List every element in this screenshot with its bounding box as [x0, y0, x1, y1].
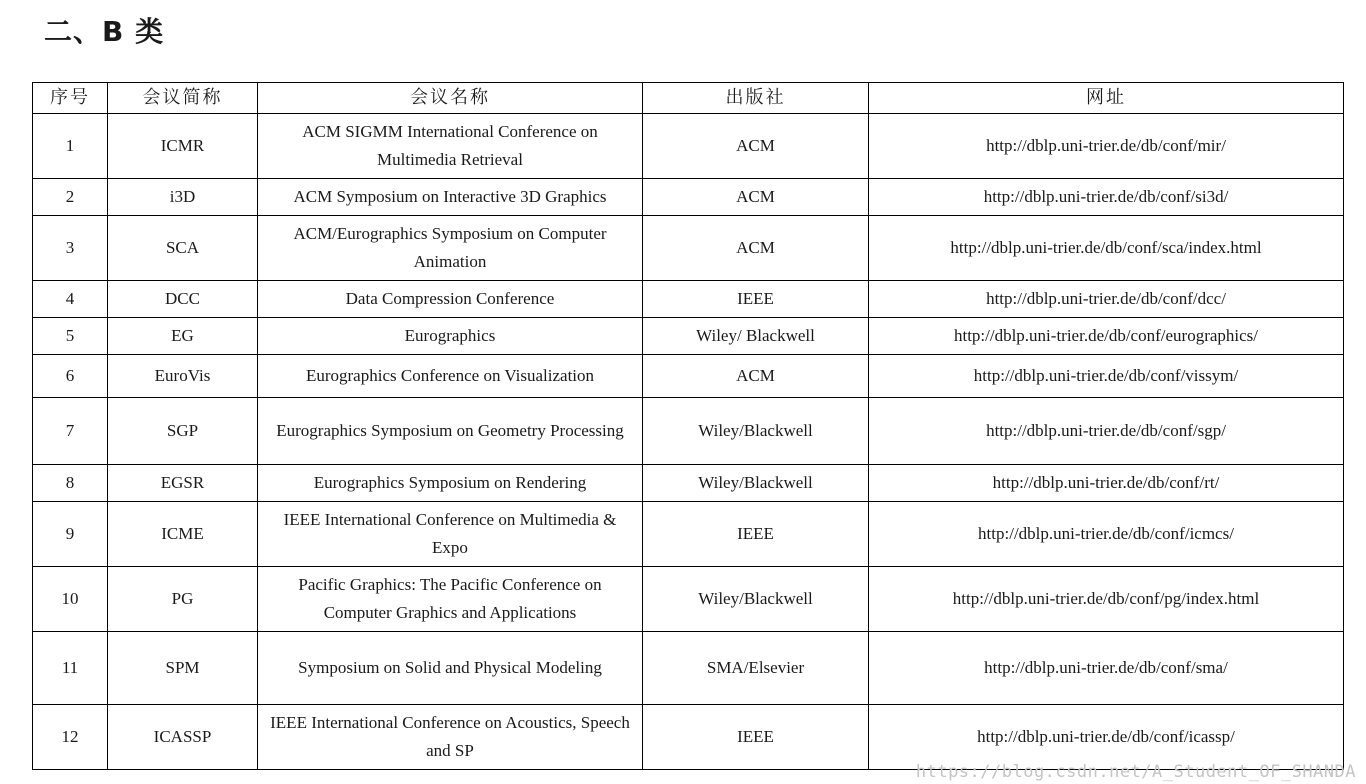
cell-conference-name: ACM/Eurographics Symposium on Computer Animation — [258, 216, 643, 281]
cell-conference-name: Eurographics Symposium on Geometry Processing — [258, 398, 643, 465]
cell-publisher: Wiley/Blackwell — [643, 567, 869, 632]
cell-abbreviation: PG — [108, 567, 258, 632]
cell-url: http://dblp.uni-trier.de/db/conf/mir/ — [869, 114, 1344, 179]
cell-abbreviation: EG — [108, 318, 258, 355]
cell-abbreviation: EGSR — [108, 465, 258, 502]
cell-number: 10 — [33, 567, 108, 632]
cell-number: 5 — [33, 318, 108, 355]
table-row — [33, 465, 1344, 502]
table-row — [33, 705, 1344, 770]
cell-conference-name: Pacific Graphics: The Pacific Conference on Computer Graphics and Applications — [258, 567, 643, 632]
cell-publisher: ACM — [643, 114, 869, 179]
cell-abbreviation: SCA — [108, 216, 258, 281]
cell-url: http://dblp.uni-trier.de/db/conf/si3d/ — [869, 179, 1344, 216]
cell-number: 9 — [33, 502, 108, 567]
cell-abbreviation: SPM — [108, 632, 258, 705]
cell-publisher: ACM — [643, 216, 869, 281]
cell-url: http://dblp.uni-trier.de/db/conf/icmcs/ — [869, 502, 1344, 567]
cell-publisher: ACM — [643, 355, 869, 398]
table-row — [33, 114, 1344, 179]
table-row — [33, 632, 1344, 705]
cell-number: 3 — [33, 216, 108, 281]
cell-conference-name: Eurographics Symposium on Rendering — [258, 465, 643, 502]
cell-abbreviation: EuroVis — [108, 355, 258, 398]
section-heading: 二、B 类 — [44, 15, 165, 48]
table-row — [33, 355, 1344, 398]
cell-url: http://dblp.uni-trier.de/db/conf/vissym/ — [869, 355, 1344, 398]
cell-url: http://dblp.uni-trier.de/db/conf/eurographics/ — [869, 318, 1344, 355]
cell-publisher: Wiley/Blackwell — [643, 465, 869, 502]
cell-url: http://dblp.uni-trier.de/db/conf/dcc/ — [869, 281, 1344, 318]
cell-publisher: ACM — [643, 179, 869, 216]
cell-abbreviation: DCC — [108, 281, 258, 318]
table-row — [33, 179, 1344, 216]
conference-table — [32, 82, 1344, 770]
cell-conference-name: Data Compression Conference — [258, 281, 643, 318]
cell-conference-name: IEEE International Conference on Multimedia & Expo — [258, 502, 643, 567]
cell-publisher: Wiley/Blackwell — [643, 398, 869, 465]
cell-url: http://dblp.uni-trier.de/db/conf/pg/index.html — [869, 567, 1344, 632]
table-row — [33, 281, 1344, 318]
cell-publisher: IEEE — [643, 705, 869, 770]
cell-url: http://dblp.uni-trier.de/db/conf/rt/ — [869, 465, 1344, 502]
cell-abbreviation: i3D — [108, 179, 258, 216]
cell-abbreviation: ICMR — [108, 114, 258, 179]
cell-number: 4 — [33, 281, 108, 318]
header-abbreviation: 会议简称 — [108, 83, 258, 114]
cell-number: 7 — [33, 398, 108, 465]
cell-conference-name: Symposium on Solid and Physical Modeling — [258, 632, 643, 705]
watermark: https://blog.csdn.net/A_Student_OF_SHANDA — [915, 762, 1356, 782]
cell-number: 2 — [33, 179, 108, 216]
table-row — [33, 502, 1344, 567]
cell-abbreviation: ICME — [108, 502, 258, 567]
cell-publisher: IEEE — [643, 502, 869, 567]
table-header-row — [33, 83, 1344, 114]
cell-publisher: IEEE — [643, 281, 869, 318]
cell-abbreviation: SGP — [108, 398, 258, 465]
table-row — [33, 216, 1344, 281]
table-row — [33, 398, 1344, 465]
cell-number: 1 — [33, 114, 108, 179]
cell-url: http://dblp.uni-trier.de/db/conf/sgp/ — [869, 398, 1344, 465]
cell-publisher: Wiley/ Blackwell — [643, 318, 869, 355]
cell-number: 8 — [33, 465, 108, 502]
cell-url: http://dblp.uni-trier.de/db/conf/sca/index.html — [869, 216, 1344, 281]
table-row — [33, 567, 1344, 632]
cell-conference-name: ACM Symposium on Interactive 3D Graphics — [258, 179, 643, 216]
cell-url: http://dblp.uni-trier.de/db/conf/sma/ — [869, 632, 1344, 705]
header-conference-name: 会议名称 — [258, 83, 643, 114]
table-row — [33, 318, 1344, 355]
cell-conference-name: IEEE International Conference on Acoustics, Speech and SP — [258, 705, 643, 770]
cell-conference-name: Eurographics — [258, 318, 643, 355]
cell-number: 12 — [33, 705, 108, 770]
cell-number: 6 — [33, 355, 108, 398]
header-url: 网址 — [869, 83, 1344, 114]
header-number: 序号 — [33, 83, 108, 114]
cell-publisher: SMA/Elsevier — [643, 632, 869, 705]
cell-url: http://dblp.uni-trier.de/db/conf/icassp/ — [869, 705, 1344, 770]
cell-conference-name: Eurographics Conference on Visualization — [258, 355, 643, 398]
cell-abbreviation: ICASSP — [108, 705, 258, 770]
cell-number: 11 — [33, 632, 108, 705]
header-publisher: 出版社 — [643, 83, 869, 114]
cell-conference-name: ACM SIGMM International Conference on Multimedia Retrieval — [258, 114, 643, 179]
